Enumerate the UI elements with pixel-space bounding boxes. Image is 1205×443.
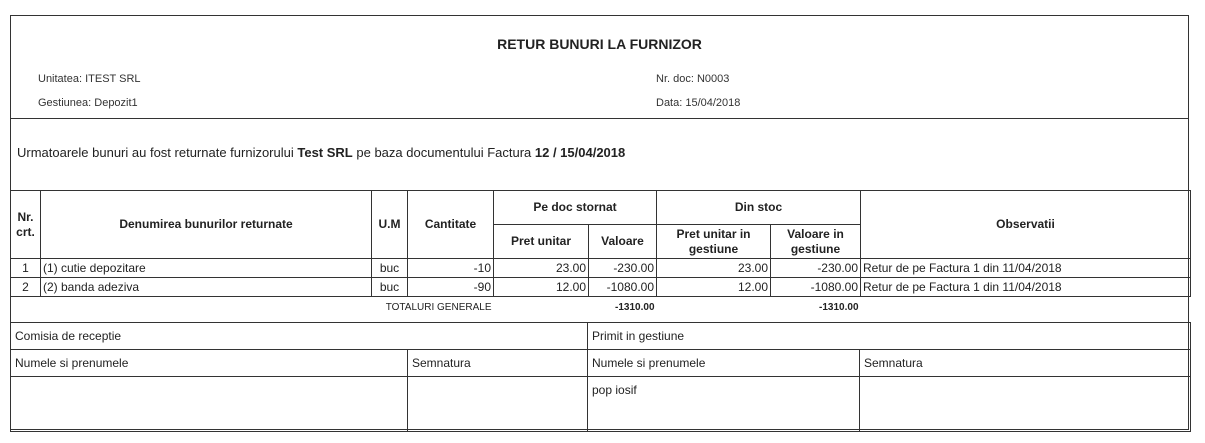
row-price: 12.00 bbox=[494, 278, 589, 297]
totals-value-gestiune: -1310.00 bbox=[819, 302, 859, 314]
unitatea-label: Unitatea: ITEST SRL bbox=[38, 73, 141, 85]
row-observatii: Retur de pe Factura 1 din 11/04/2018 bbox=[861, 259, 1191, 278]
col-nr: Nr. crt. bbox=[11, 191, 41, 259]
row-value-gestiune: -1080.00 bbox=[771, 278, 861, 297]
col-cantitate: Cantitate bbox=[408, 191, 494, 259]
row-qty: -90 bbox=[408, 278, 494, 297]
document-header bbox=[11, 16, 1188, 119]
header-row-1 bbox=[11, 191, 1191, 225]
row-price: 23.00 bbox=[494, 259, 589, 278]
intro-section bbox=[11, 119, 1188, 191]
numele-prenumele-1: Numele si prenumele bbox=[11, 350, 408, 377]
row-value-gestiune: -230.00 bbox=[771, 259, 861, 278]
row-nr: 1 bbox=[11, 259, 41, 278]
totals-value: -1310.00 bbox=[615, 302, 655, 314]
signature-empty-2 bbox=[408, 377, 588, 432]
semnatura-1: Semnatura bbox=[408, 350, 588, 377]
col-pret-gestiune: Pret unitar in gestiune bbox=[657, 225, 771, 259]
intro-middle: pe baza documentului Factura bbox=[352, 145, 535, 160]
col-denumire: Denumirea bunurilor returnate bbox=[41, 191, 372, 259]
row-nr: 2 bbox=[11, 278, 41, 297]
col-um: U.M bbox=[372, 191, 408, 259]
primit-gestiune: Primit in gestiune bbox=[588, 323, 1191, 350]
signature-empty-3 bbox=[860, 377, 1191, 432]
col-pe-doc-stornat: Pe doc stornat bbox=[494, 191, 657, 225]
gestiunea-label: Gestiunea: Depozit1 bbox=[38, 97, 138, 109]
row-price-gestiune: 12.00 bbox=[657, 278, 771, 297]
row-name: (1) cutie depozitare bbox=[41, 259, 372, 278]
intro-text bbox=[17, 145, 625, 160]
col-valoare-gestiune: Valoare in gestiune bbox=[771, 225, 861, 259]
row-um: buc bbox=[372, 259, 408, 278]
semnatura-2: Semnatura bbox=[860, 350, 1191, 377]
signature-table bbox=[10, 322, 1191, 432]
comisia-receptie: Comisia de receptie bbox=[11, 323, 588, 350]
table-row bbox=[11, 259, 1191, 278]
signature-header-row bbox=[11, 323, 1191, 350]
signature-labels-row bbox=[11, 350, 1191, 377]
numele-prenumele-2: Numele si prenumele bbox=[588, 350, 860, 377]
items-table bbox=[10, 190, 1191, 319]
document-title: RETUR BUNURI LA FURNIZOR bbox=[497, 36, 702, 52]
col-pret-unitar: Pret unitar bbox=[494, 225, 589, 259]
table-row bbox=[11, 278, 1191, 297]
nr-doc-label: Nr. doc: N0003 bbox=[656, 73, 730, 85]
totals-row bbox=[11, 297, 1191, 319]
row-qty: -10 bbox=[408, 259, 494, 278]
col-valoare: Valoare bbox=[589, 225, 657, 259]
row-um: buc bbox=[372, 278, 408, 297]
data-label: Data: 15/04/2018 bbox=[656, 97, 741, 109]
totals-label: TOTALURI GENERALE bbox=[385, 302, 492, 314]
signature-empty-1 bbox=[11, 377, 408, 432]
row-observatii: Retur de pe Factura 1 din 11/04/2018 bbox=[861, 278, 1191, 297]
document bbox=[10, 15, 1189, 430]
row-name: (2) banda adeziva bbox=[41, 278, 372, 297]
col-observatii: Observatii bbox=[861, 191, 1191, 259]
row-value: -230.00 bbox=[589, 259, 657, 278]
row-price-gestiune: 23.00 bbox=[657, 259, 771, 278]
supplier-name: Test SRL bbox=[297, 145, 353, 160]
row-value: -1080.00 bbox=[589, 278, 657, 297]
receiver-name: pop iosif bbox=[588, 377, 860, 432]
doc-reference: 12 / 15/04/2018 bbox=[534, 145, 626, 160]
signature-values-row bbox=[11, 377, 1191, 432]
intro-prefix: Urmatoarele bunuri au fost returnate furnizorului bbox=[17, 145, 298, 160]
col-din-stoc: Din stoc bbox=[657, 191, 861, 225]
